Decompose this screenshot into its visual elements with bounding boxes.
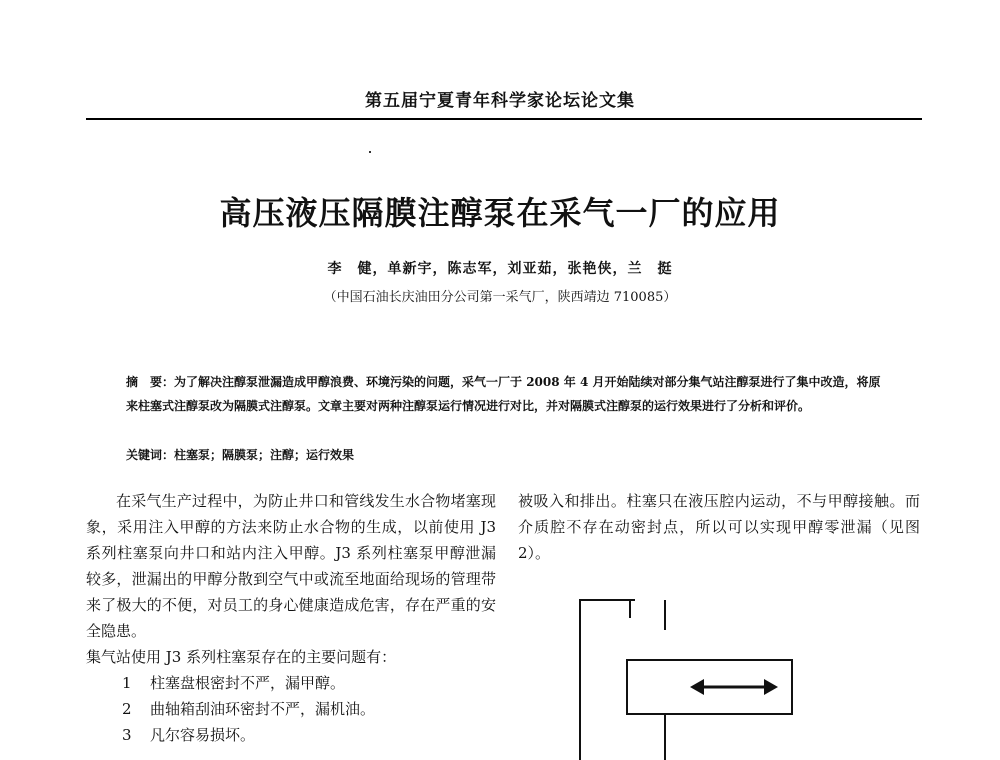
list-item-number: 2 xyxy=(122,700,132,718)
keywords-text: 柱塞泵；隔膜泵；注醇；运行效果 xyxy=(174,448,355,462)
list-item xyxy=(122,670,496,696)
list-item-text: 凡尔容易损坏。 xyxy=(150,726,256,744)
paper-title: 高压液压隔膜注醇泵在采气一厂的应用 xyxy=(219,194,781,232)
list-item-text: 柱塞盘根密封不严，漏甲醇。 xyxy=(150,674,346,692)
header-rule xyxy=(86,118,922,120)
speck xyxy=(369,151,371,153)
list-item xyxy=(122,722,496,748)
piston-motion-arrow xyxy=(690,679,778,695)
abstract-label: 摘 要： xyxy=(126,375,175,389)
pump-diagram xyxy=(570,590,820,760)
abstract-text: 为了解决注醇泵泄漏造成甲醇浪费、环境污染的问题，采气一厂于 2008 年 4 月开始陆续对部分集气站注醇泵进行了集中改造，将原来柱塞式注醇泵改为隔膜式注醇泵。文章主要对两种注醇泵运行情况进行对比，并对隔膜式注醇泵的运行效果进行了分析和评价。 xyxy=(126,375,881,413)
abstract-block xyxy=(126,370,886,418)
list-item-number: 1 xyxy=(122,674,132,692)
body-right-column xyxy=(518,488,920,566)
body-paragraph-right: 被吸入和排出。柱塞只在液压腔内运动，不与甲醇接触。而介质腔不存在动密封点，所以可以实现甲醇零泄漏（见图 2）。 xyxy=(518,492,920,562)
author-list: 李 健，单新宇，陈志军，刘亚茹，张艳侠，兰 挺 xyxy=(327,261,673,277)
body-paragraph-2: 集气站使用 J3 系列柱塞泵存在的主要问题有： xyxy=(86,648,397,666)
problem-list xyxy=(86,670,496,748)
running-header: 第五届宁夏青年科学家论坛论文集 xyxy=(365,91,635,111)
affiliation: （中国石油长庆油田分公司第一采气厂，陕西靖边 710085） xyxy=(323,290,677,305)
keywords-block xyxy=(126,446,886,463)
pump-outlet-pipe xyxy=(580,600,665,760)
body-left-column xyxy=(86,488,496,748)
body-paragraph-1: 在采气生产过程中，为防止井口和管线发生水合物堵塞现象，采用注入甲醇的方法来防止水合物的生成，以前使用 J3 系列柱塞泵向井口和站内注入甲醇。J3 系列柱塞泵甲醇泄漏较多，泄漏出的甲醇分散到空气中或流至地面给现场的管理带来了极大的不便，对员工的身心健康造成危害，存在严重的安全隐患。 xyxy=(86,492,496,640)
list-item-text: 曲轴箱刮油环密封不严，漏机油。 xyxy=(150,700,376,718)
list-item-number: 3 xyxy=(122,726,132,744)
list-item xyxy=(122,696,496,722)
keywords-label: 关键词： xyxy=(126,448,175,462)
